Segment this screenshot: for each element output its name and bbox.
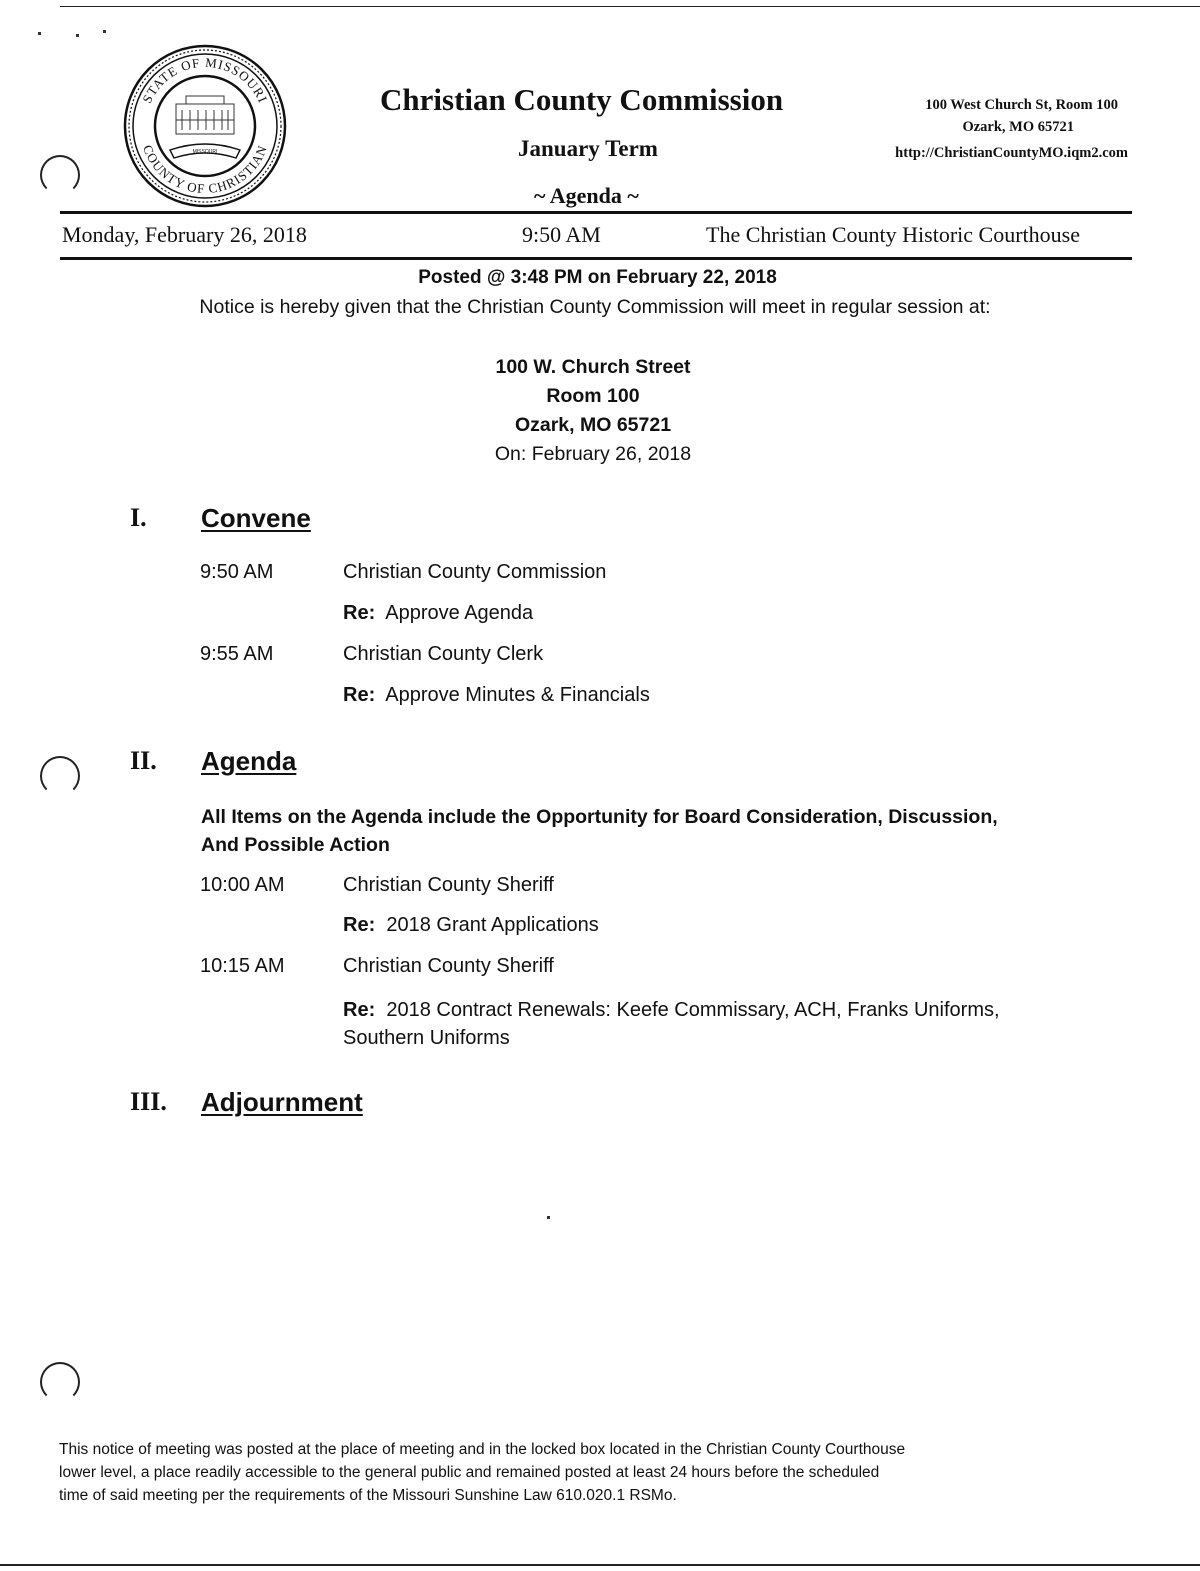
agenda-heading: ~ Agenda ~ (534, 183, 639, 208)
notice-text: Notice is hereby given that the Christian County Commission will meet in regular session at: (199, 296, 991, 318)
item-time: 9:55 AM (200, 643, 274, 665)
section-number: II. (130, 746, 157, 775)
venue-room: Room 100 (546, 385, 640, 407)
address-line-1: 100 West Church St, Room 100 (925, 97, 1118, 113)
re-label: Re: (343, 602, 376, 624)
item-time: 10:00 AM (200, 874, 285, 896)
re-label: Re: (343, 999, 376, 1021)
re-label: Re: (343, 914, 376, 936)
section-title-agenda: Agenda (201, 746, 297, 776)
venue-address (0, 353, 1186, 469)
re-label: Re: (343, 684, 376, 706)
venue-date: On: February 26, 2018 (494, 443, 692, 465)
bottom-edge-rule (0, 1564, 1200, 1566)
seal-bottom-text: COUNTY OF CHRISTIAN (139, 142, 271, 197)
meeting-time: 9:50 AM (522, 222, 601, 247)
seal-top-text: STATE OF MISSOURI (139, 54, 271, 106)
item-regarding (343, 914, 599, 937)
header-rule-bottom (60, 257, 1132, 260)
footer-line-2: lower level, a place readily accessible to the general public and remained posted at least 24 hours before the scheduled (59, 1464, 880, 1481)
footer-line-1: This notice of meeting was posted at the place of meeting and in the locked box located in the Christian County Courthouse (59, 1441, 906, 1458)
agenda-note-line-1: All Items on the Agenda include the Opportunity for Board Consideration, Discussion, (201, 806, 998, 828)
item-presenter: Christian County Commission (343, 561, 607, 583)
item-presenter: Christian County Clerk (343, 643, 544, 665)
item-time: 10:15 AM (200, 955, 285, 977)
svg-text:STATE OF MISSOURI (139, 55, 271, 106)
re-text: Approve Minutes & Financials (385, 684, 650, 706)
header-rule-top (60, 211, 1132, 214)
item-regarding (343, 602, 533, 625)
item-time: 9:50 AM (200, 561, 274, 583)
item-regarding (343, 996, 1103, 1052)
footer-notice (59, 1438, 1059, 1507)
footer-line-3: time of said meeting per the requirements of the Missouri Sunshine Law 610.020.1 RSMo. (59, 1487, 677, 1504)
re-text-line-2: Southern Uniforms (343, 1027, 510, 1049)
term-label: January Term (518, 136, 658, 161)
scan-speck (38, 32, 41, 35)
punch-hole-mark (40, 756, 80, 796)
org-name: Christian County Commission (380, 82, 784, 117)
re-text: 2018 Grant Applications (386, 914, 599, 936)
section-number: I. (130, 503, 147, 532)
punch-hole-mark (40, 155, 80, 195)
meeting-location: The Christian County Historic Courthouse (706, 222, 1080, 247)
scan-speck (76, 34, 79, 37)
section-title-adjournment: Adjournment (201, 1087, 363, 1117)
item-presenter: Christian County Sheriff (343, 874, 554, 896)
re-text-line-1: 2018 Contract Renewals: Keefe Commissary, ACH, Franks Uniforms, (386, 999, 1000, 1021)
venue-city: Ozark, MO 65721 (514, 414, 672, 436)
section-title-convene: Convene (201, 503, 311, 533)
address-line-2: Ozark, MO 65721 (962, 119, 1074, 135)
agenda-note (201, 803, 1081, 859)
meeting-date: Monday, February 26, 2018 (62, 222, 307, 247)
venue-street: 100 W. Church Street (495, 356, 691, 378)
item-presenter: Christian County Sheriff (343, 955, 554, 977)
agenda-note-line-2: And Possible Action (201, 834, 390, 856)
punch-hole-mark (40, 1362, 80, 1402)
scan-speck (547, 1216, 550, 1219)
county-seal-logo (116, 42, 294, 210)
section-number: III. (130, 1087, 167, 1116)
top-edge-rule (60, 6, 1200, 7)
seal-ribbon-text: MISSOURI (192, 149, 218, 155)
item-regarding (343, 684, 650, 707)
website-link[interactable]: http://ChristianCountyMO.iqm2.com (895, 145, 1128, 161)
re-text: Approve Agenda (385, 602, 534, 624)
posted-timestamp: Posted @ 3:48 PM on February 22, 2018 (418, 267, 777, 288)
scan-speck (103, 30, 106, 33)
